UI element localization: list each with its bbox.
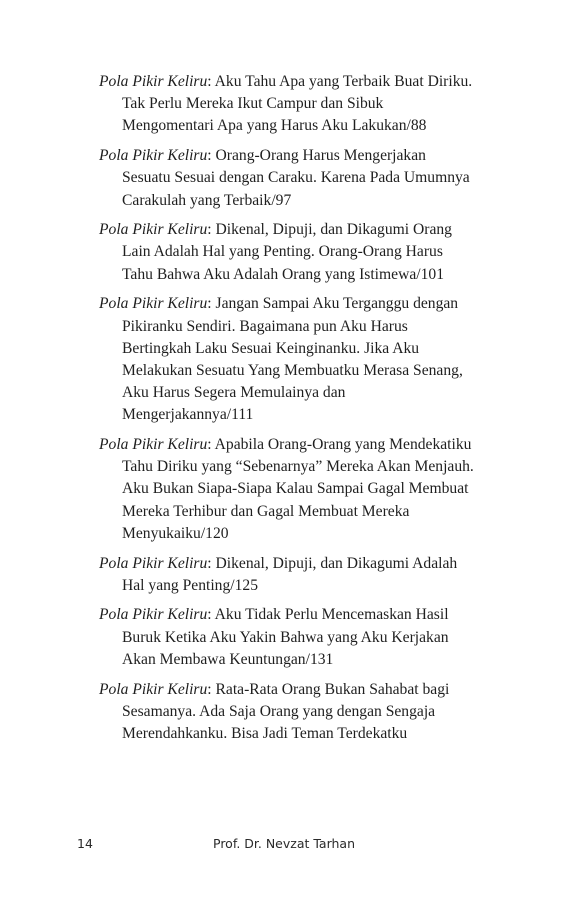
list-item: Pola Pikir Keliru: Jangan Sampai Aku Terganggu dengan Pikiranku Sendiri. Bagaimana pun Aku Harus Bertingkah Laku Sesuai Keinginanku. Jika Aku Melakukan Sesuatu Yang Membuatku Merasa Senang, Aku Harus Segera Memulainya dan Mengerjakannya/111 <box>99 295 463 424</box>
contents-list <box>99 71 477 753</box>
entry-page: 88 <box>410 117 427 135</box>
entry-label: Pola Pikir Keliru <box>99 436 208 454</box>
list-item: Pola Pikir Keliru: Dikenal, Dipuji, dan Dikagumi Adalah Hal yang Penting/125 <box>99 554 458 594</box>
entry-text: Orang-Orang Harus Mengerjakan Sesuatu Sesuai dengan Caraku. Karena Pada Umumnya Carakulah yang Terbaik <box>122 147 470 209</box>
entry-page: 101 <box>420 265 444 283</box>
entry-text: Dikenal, Dipuji, dan Dikagumi Adalah Hal yang Penting <box>122 554 458 594</box>
entry-text: Dikenal, Dipuji, dan Dikagumi Orang Lain Adalah Hal yang Penting. Orang-Orang Harus Tahu Bahwa Aku Adalah Orang yang Istimewa <box>122 221 452 283</box>
page-number: 14 <box>77 836 93 851</box>
entry-page: 111 <box>231 406 254 424</box>
entry-label: Pola Pikir Keliru <box>99 147 208 165</box>
list-item: Pola Pikir Keliru: Rata-Rata Orang Bukan Sahabat bagi Sesamanya. Ada Saja Orang yang dengan Sengaja Merendahkanku. Bisa Jadi Teman Terdekatku <box>99 680 450 742</box>
entry-label: Pola Pikir Keliru <box>99 554 208 572</box>
list-item: Pola Pikir Keliru: Aku Tahu Apa yang Terbaik Buat Diriku. Tak Perlu Mereka Ikut Campur dan Sibuk Mengomentari Apa yang Harus Aku Lakukan/88 <box>99 73 473 135</box>
list-item: Pola Pikir Keliru: Dikenal, Dipuji, dan Dikagumi Orang Lain Adalah Hal yang Penting. Orang-Orang Harus Tahu Bahwa Aku Adalah Orang yang Istimewa/101 <box>99 221 452 283</box>
list-item: Pola Pikir Keliru: Apabila Orang-Orang yang Mendekatiku Tahu Diriku yang “Sebenarnya” Mereka Akan Menjauh. Aku Bukan Siapa-Siapa Kalau Sampai Gagal Membuat Mereka Terhibur dan Gagal Membuat Mereka Menyukaiku/120 <box>99 436 474 542</box>
entry-label: Pola Pikir Keliru <box>99 73 208 90</box>
entry-text: Apabila Orang-Orang yang Mendekatiku Tahu Diriku yang “Sebenarnya” Mereka Akan Menjauh. Aku Bukan Siapa-Siapa Kalau Sampai Gagal Membuat Mereka Terhibur dan Gagal Membuat Mereka Menyukaiku <box>122 436 474 542</box>
entry-text: Aku Tahu Apa yang Terbaik Buat Diriku. Tak Perlu Mereka Ikut Campur dan Sibuk Mengomentari Apa yang Harus Aku Lakukan <box>122 73 473 135</box>
entry-label: Pola Pikir Keliru <box>99 680 208 698</box>
entry-page: 120 <box>205 524 229 542</box>
entry-label: Pola Pikir Keliru <box>99 606 208 624</box>
entry-page: 125 <box>234 576 259 594</box>
entry-label: Pola Pikir Keliru <box>99 295 208 313</box>
list-item: Pola Pikir Keliru: Aku Tidak Perlu Mencemaskan Hasil Buruk Ketika Aku Yakin Bahwa yang Aku Kerjakan Akan Membawa Keuntungan/131 <box>99 606 449 668</box>
entry-text: Jangan Sampai Aku Terganggu dengan Pikiranku Sendiri. Bagaimana pun Aku Harus Bertingkah Laku Sesuai Keinginanku. Jika Aku Melakukan Sesuatu Yang Membuatku Merasa Senang, Aku Harus Segera Memulainya dan Mengerjakannya <box>122 295 463 424</box>
entry-label: Pola Pikir Keliru <box>99 221 208 239</box>
entry-page: 131 <box>309 650 334 668</box>
page-footer <box>0 836 573 854</box>
entry-text: Aku Tidak Perlu Mencemaskan Hasil Buruk Ketika Aku Yakin Bahwa yang Aku Kerjakan Akan Membawa Keuntungan <box>122 606 449 668</box>
list-item: Pola Pikir Keliru: Orang-Orang Harus Mengerjakan Sesuatu Sesuai dengan Caraku. Karena Pada Umumnya Carakulah yang Terbaik/97 <box>99 147 470 209</box>
entry-page: 97 <box>275 191 292 209</box>
running-footer-author: Prof. Dr. Nevzat Tarhan <box>213 836 356 851</box>
entry-text: Rata-Rata Orang Bukan Sahabat bagi Sesamanya. Ada Saja Orang yang dengan Sengaja Merendahkanku. Bisa Jadi Teman Terdekatku <box>122 680 450 742</box>
